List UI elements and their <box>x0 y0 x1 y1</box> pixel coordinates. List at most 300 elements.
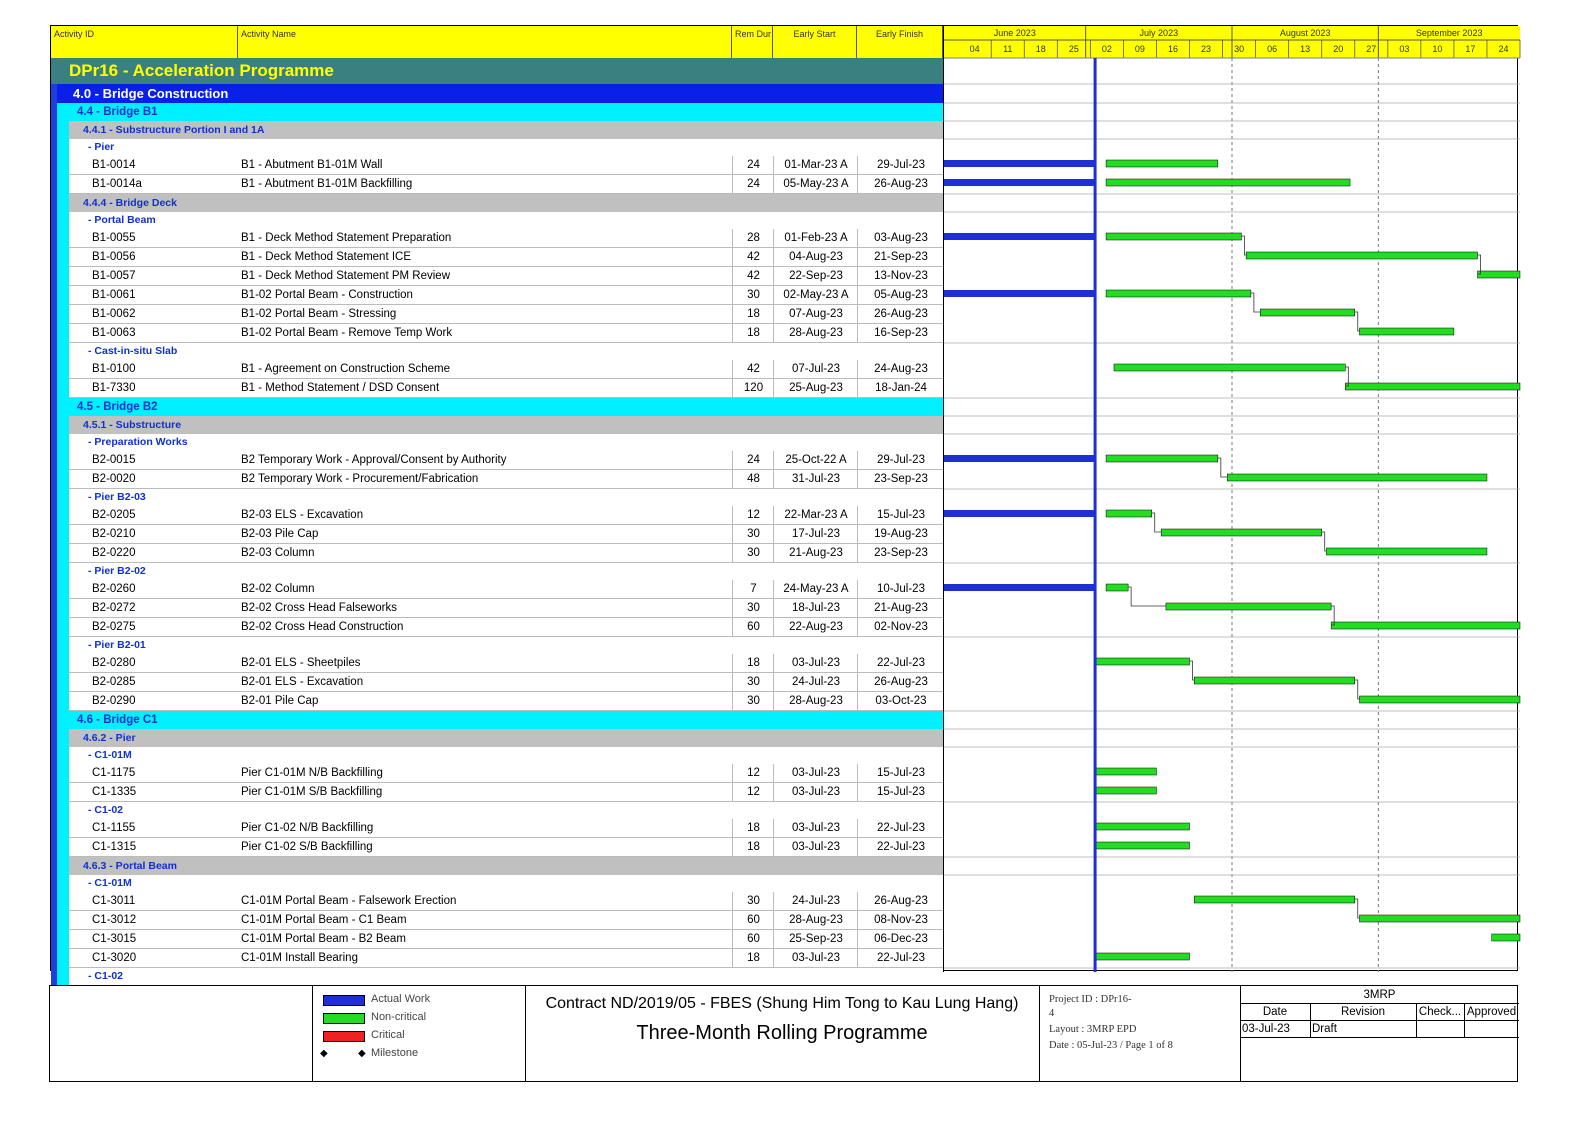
wbs-band-sub <box>57 248 69 267</box>
early-finish: 26-Aug-23 <box>857 892 944 911</box>
header-rem-dur-label: Rem Dur <box>735 29 772 39</box>
activity-name: Pier C1-01M N/B Backfilling <box>241 767 383 779</box>
remaining-duration: 30 <box>732 544 774 563</box>
wbs-band-sub <box>57 968 69 985</box>
early-finish: 22-Jul-23 <box>857 949 944 968</box>
activity-name: B1 - Deck Method Statement PM Review <box>241 270 450 282</box>
non-critical-bar <box>1106 179 1350 186</box>
legend-milestone-diamond-icon: ◆ <box>320 1048 328 1059</box>
table-row[interactable] <box>51 618 943 637</box>
early-finish: 22-Jul-23 <box>857 654 944 673</box>
activity-id: B2-0020 <box>92 473 136 485</box>
early-start: 03-Jul-23 <box>773 838 858 857</box>
wbs-row-wbs4[interactable] <box>51 968 943 985</box>
wbs-band-sub <box>57 324 69 343</box>
non-critical-bar <box>1106 233 1241 240</box>
activity-id: C1-3020 <box>92 952 137 964</box>
activity-id: B2-0290 <box>92 695 136 707</box>
wbs-label: - Portal Beam <box>88 214 156 226</box>
wbs-label: - Preparation Works <box>88 436 188 448</box>
remaining-duration: 60 <box>732 930 774 949</box>
wbs-band-sub <box>57 692 69 711</box>
wbs-band <box>51 398 57 416</box>
non-critical-bar <box>1106 290 1251 297</box>
non-critical-bar <box>1359 328 1453 335</box>
activity-id: B1-0063 <box>92 327 136 339</box>
non-critical-bar <box>1114 364 1345 371</box>
revision-revision-value: Draft <box>1312 1023 1337 1035</box>
early-finish: 24-Aug-23 <box>857 360 944 379</box>
activity-id: C1-3011 <box>92 895 136 907</box>
wbs-band-sub <box>57 838 69 857</box>
timescale-week-tick: 23 <box>1201 44 1212 54</box>
wbs-row-wbs3[interactable] <box>51 194 943 212</box>
activity-name: Pier C1-02 S/B Backfilling <box>241 841 373 853</box>
wbs-band-sub <box>57 783 69 802</box>
table-row[interactable] <box>51 673 943 692</box>
wbs-band-sub <box>57 121 69 139</box>
table-row[interactable] <box>51 911 943 930</box>
wbs-label: 4.5 - Bridge B2 <box>77 401 158 413</box>
activity-id: B1-0055 <box>92 232 136 244</box>
early-finish: 02-Nov-23 <box>857 618 944 637</box>
gantt-chart <box>943 26 1519 972</box>
activity-id: C1-3015 <box>92 933 137 945</box>
activity-id: B2-0210 <box>92 528 136 540</box>
early-start: 01-Mar-23 A <box>773 156 858 175</box>
early-start: 03-Jul-23 <box>773 764 858 783</box>
wbs-row-wbs3[interactable] <box>51 857 943 875</box>
remaining-duration: 7 <box>732 580 774 599</box>
early-finish: 23-Sep-23 <box>857 544 944 563</box>
remaining-duration: 42 <box>732 360 774 379</box>
early-start: 24-May-23 A <box>773 580 858 599</box>
activity-name: B2-03 Column <box>241 547 315 559</box>
timescale-week-tick: 11 <box>1003 44 1013 54</box>
relationship-line <box>1251 293 1260 312</box>
remaining-duration: 18 <box>732 949 774 968</box>
early-start: 24-Jul-23 <box>773 673 858 692</box>
activity-id: C1-1175 <box>92 767 136 779</box>
early-finish: 19-Aug-23 <box>857 525 944 544</box>
table-row[interactable] <box>51 819 943 838</box>
early-start: 05-May-23 A <box>773 175 858 194</box>
timescale-month: July 2023 <box>1139 28 1179 38</box>
relationship-line <box>1128 587 1166 606</box>
wbs-band-sub <box>57 563 69 580</box>
timescale-week-tick: 18 <box>1035 44 1046 54</box>
table-row[interactable] <box>51 580 943 599</box>
activity-id: B1-0100 <box>92 363 136 375</box>
table-row[interactable] <box>51 692 943 711</box>
relationship-line <box>1190 661 1195 680</box>
early-finish: 15-Jul-23 <box>857 506 944 525</box>
non-critical-bar <box>1095 768 1156 775</box>
wbs-row-wbs4[interactable] <box>51 212 943 229</box>
remaining-duration: 48 <box>732 470 774 489</box>
non-critical-bar <box>1359 696 1520 703</box>
header-early-start[interactable] <box>773 26 857 58</box>
legend-critical-label: Critical <box>371 1029 405 1041</box>
non-critical-bar <box>1106 160 1218 167</box>
early-start: 31-Jul-23 <box>773 470 858 489</box>
non-critical-bar <box>1227 474 1487 481</box>
remaining-duration: 42 <box>732 248 774 267</box>
activity-id: B1-0056 <box>92 251 136 263</box>
wbs-row-wbs2[interactable] <box>51 103 943 121</box>
early-finish: 05-Aug-23 <box>857 286 944 305</box>
activity-id: B1-0014a <box>92 178 142 190</box>
early-finish: 26-Aug-23 <box>857 673 944 692</box>
table-row[interactable] <box>51 949 943 968</box>
header-activity-name-label: Activity Name <box>241 29 297 39</box>
wbs-label: 4.4.4 - Bridge Deck <box>83 197 177 209</box>
wbs-label: DPr16 - Acceleration Programme <box>69 61 334 80</box>
relationship-line <box>1355 680 1360 699</box>
wbs-row-wbs4[interactable] <box>51 139 943 156</box>
header-activity-id[interactable] <box>51 26 238 58</box>
timescale-week-tick: 27 <box>1366 44 1377 54</box>
timescale-month: September 2023 <box>1415 28 1483 38</box>
early-finish: 29-Jul-23 <box>857 156 944 175</box>
wbs-label: 4.5.1 - Substructure <box>83 419 182 431</box>
wbs-band-sub <box>57 580 69 599</box>
table-row[interactable] <box>51 764 943 783</box>
wbs-band-sub <box>57 305 69 324</box>
non-critical-bar <box>1106 510 1152 517</box>
table-row[interactable] <box>51 248 943 267</box>
wbs-row-wbs4[interactable] <box>51 489 943 506</box>
wbs-band-sub <box>57 764 69 783</box>
wbs-band-sub <box>57 599 69 618</box>
remaining-duration: 18 <box>732 305 774 324</box>
wbs-label: - C1-01M <box>88 749 132 761</box>
remaining-duration: 12 <box>732 764 774 783</box>
remaining-duration: 24 <box>732 156 774 175</box>
timescale-week-tick: 10 <box>1432 44 1443 54</box>
remaining-duration: 30 <box>732 673 774 692</box>
wbs-label: - Pier B2-01 <box>88 639 146 651</box>
timescale-week-tick: 16 <box>1167 44 1178 54</box>
remaining-duration: 30 <box>732 525 774 544</box>
remaining-duration: 12 <box>732 506 774 525</box>
wbs-band-sub <box>57 286 69 305</box>
wbs-label: - C1-01M <box>88 877 132 889</box>
non-critical-bar <box>1345 383 1520 390</box>
activity-table <box>51 58 943 982</box>
activity-name: C1-01M Portal Beam - C1 Beam <box>241 914 407 926</box>
wbs-row-wbs4[interactable] <box>51 802 943 819</box>
wbs-label: - Pier B2-02 <box>88 565 146 577</box>
wbs-band-sub <box>57 506 69 525</box>
revision-revision-header: Revision <box>1340 1006 1386 1018</box>
table-row[interactable] <box>51 930 943 949</box>
wbs-band-sub <box>57 379 69 398</box>
remaining-duration: 42 <box>732 267 774 286</box>
revision-table <box>1240 986 1519 1038</box>
timescale-week-tick: 24 <box>1498 44 1509 54</box>
non-critical-bar <box>1492 934 1520 941</box>
activity-name: B2-03 ELS - Excavation <box>241 509 364 521</box>
early-start: 22-Aug-23 <box>773 618 858 637</box>
activity-name: B1 - Deck Method Statement ICE <box>241 251 412 263</box>
table-row[interactable] <box>51 305 943 324</box>
table-row[interactable] <box>51 267 943 286</box>
header-early-finish[interactable] <box>857 26 943 58</box>
non-critical-bar <box>1095 842 1189 849</box>
activity-id: B1-7330 <box>92 382 136 394</box>
early-start: 25-Sep-23 <box>773 930 858 949</box>
early-start: 22-Sep-23 <box>773 267 858 286</box>
activity-name: B1 - Abutment B1-01M Wall <box>241 159 383 171</box>
wbs-band <box>51 103 57 121</box>
wbs-row-wbs2[interactable] <box>51 711 943 729</box>
wbs-label: - C1-02 <box>88 970 124 982</box>
activity-id: B2-0205 <box>92 509 136 521</box>
early-finish: 29-Jul-23 <box>857 451 944 470</box>
wbs-row-wbs1[interactable] <box>51 84 943 103</box>
wbs-label: 4.0 - Bridge Construction <box>73 86 229 101</box>
early-start: 03-Jul-23 <box>773 819 858 838</box>
activity-name: Pier C1-02 N/B Backfilling <box>241 822 374 834</box>
activity-id: B1-0062 <box>92 308 136 320</box>
activity-name: B2-02 Column <box>241 583 315 595</box>
early-finish: 23-Sep-23 <box>857 470 944 489</box>
actual-bar <box>944 510 1095 517</box>
table-row[interactable] <box>51 175 943 194</box>
non-critical-bar <box>1194 896 1355 903</box>
wbs-band-sub <box>57 139 69 156</box>
non-critical-bar <box>1260 309 1354 316</box>
timescale-week-tick: 20 <box>1333 44 1344 54</box>
wbs-label: - C1-02 <box>88 804 124 816</box>
wbs-band-sub <box>57 212 69 229</box>
wbs-band-sub <box>57 618 69 637</box>
wbs-row-wbs4[interactable] <box>51 434 943 451</box>
wbs-band-sub <box>57 802 69 819</box>
activity-id: C1-1155 <box>92 822 136 834</box>
header-activity-id-label: Activity ID <box>54 29 95 39</box>
remaining-duration: 18 <box>732 819 774 838</box>
early-finish: 06-Dec-23 <box>857 930 944 949</box>
early-start: 25-Aug-23 <box>773 379 858 398</box>
wbs-label: 4.6.3 - Portal Beam <box>83 860 177 872</box>
timescale-week-tick: 25 <box>1068 44 1079 54</box>
early-start: 07-Jul-23 <box>773 360 858 379</box>
wbs-label: 4.6 - Bridge C1 <box>77 714 158 726</box>
remaining-duration: 18 <box>732 654 774 673</box>
activity-name: B2-03 Pile Cap <box>241 528 319 540</box>
remaining-duration: 30 <box>732 599 774 618</box>
wbs-band-sub <box>57 875 69 892</box>
wbs-row-project[interactable] <box>51 58 943 84</box>
early-finish: 26-Aug-23 <box>857 305 944 324</box>
revision-checked-header: Check... <box>1418 1006 1462 1018</box>
table-row[interactable] <box>51 506 943 525</box>
activity-id: B1-0057 <box>92 270 136 282</box>
footer-contract: Contract ND/2019/05 - FBES (Shung Him Tong to Kau Lung Hang) <box>545 995 1019 1012</box>
activity-id: B1-0061 <box>92 289 136 301</box>
early-finish: 21-Aug-23 <box>857 599 944 618</box>
activity-id: B1-0014 <box>92 159 136 171</box>
legend-non-critical-label: Non-critical <box>371 1011 427 1023</box>
table-row[interactable] <box>51 156 943 175</box>
early-start: 17-Jul-23 <box>773 525 858 544</box>
table-row[interactable] <box>51 783 943 802</box>
table-row[interactable] <box>51 654 943 673</box>
wbs-row-wbs4[interactable] <box>51 563 943 580</box>
early-start: 21-Aug-23 <box>773 544 858 563</box>
revision-approved-header: Approved <box>1466 1006 1517 1018</box>
relationship-line <box>1322 532 1327 551</box>
legend-actual-swatch <box>323 995 365 1006</box>
early-start: 03-Jul-23 <box>773 949 858 968</box>
wbs-row-wbs3[interactable] <box>51 729 943 747</box>
wbs-row-wbs4[interactable] <box>51 637 943 654</box>
wbs-band-sub <box>57 229 69 248</box>
wbs-label: 4.6.2 - Pier <box>83 732 136 744</box>
activity-id: B2-0220 <box>92 547 136 559</box>
early-finish: 13-Nov-23 <box>857 267 944 286</box>
wbs-row-wbs4[interactable] <box>51 747 943 764</box>
early-finish: 21-Sep-23 <box>857 248 944 267</box>
table-row[interactable] <box>51 525 943 544</box>
early-start: 01-Feb-23 A <box>773 229 858 248</box>
activity-name: C1-01M Portal Beam - B2 Beam <box>241 933 406 945</box>
timescale-week-tick: 13 <box>1300 44 1311 54</box>
remaining-duration: 30 <box>732 892 774 911</box>
early-finish: 22-Jul-23 <box>857 819 944 838</box>
wbs-band-sub <box>57 489 69 506</box>
early-finish: 18-Jan-24 <box>857 379 944 398</box>
wbs-band-sub <box>57 470 69 489</box>
remaining-duration: 12 <box>732 783 774 802</box>
activity-name: B2 Temporary Work - Procurement/Fabrication <box>241 473 479 485</box>
table-row[interactable] <box>51 838 943 857</box>
non-critical-bar <box>1478 271 1520 278</box>
remaining-duration: 28 <box>732 229 774 248</box>
early-finish: 22-Jul-23 <box>857 838 944 857</box>
table-row[interactable] <box>51 892 943 911</box>
actual-bar <box>944 290 1095 297</box>
revision-date-header: Date <box>1262 1006 1288 1018</box>
early-finish: 15-Jul-23 <box>857 783 944 802</box>
timescale-week-tick: 30 <box>1234 44 1245 54</box>
remaining-duration: 60 <box>732 911 774 930</box>
wbs-band-sub <box>57 911 69 930</box>
timescale-month: August 2023 <box>1279 28 1331 38</box>
activity-name: B2-01 ELS - Excavation <box>241 676 364 688</box>
relationship-line <box>1355 899 1360 918</box>
wbs-band-sub <box>57 525 69 544</box>
remaining-duration: 24 <box>732 175 774 194</box>
early-start: 25-Oct-22 A <box>773 451 858 470</box>
early-start: 04-Aug-23 <box>773 248 858 267</box>
table-row[interactable] <box>51 470 943 489</box>
activity-name: B2-01 Pile Cap <box>241 695 319 707</box>
wbs-band-sub <box>57 654 69 673</box>
wbs-row-wbs3[interactable] <box>51 416 943 434</box>
wbs-band-sub <box>57 747 69 764</box>
non-critical-bar <box>1326 548 1487 555</box>
early-finish: 08-Nov-23 <box>857 911 944 930</box>
wbs-row-wbs4[interactable] <box>51 343 943 360</box>
early-finish: 16-Sep-23 <box>857 324 944 343</box>
header-activity-name[interactable] <box>238 26 732 58</box>
actual-bar <box>944 160 1095 167</box>
non-critical-bar <box>1359 915 1520 922</box>
wbs-row-wbs4[interactable] <box>51 875 943 892</box>
activity-name: B1-02 Portal Beam - Remove Temp Work <box>241 327 453 339</box>
non-critical-bar <box>1166 603 1331 610</box>
early-finish: 10-Jul-23 <box>857 580 944 599</box>
wbs-band-sub <box>57 729 69 747</box>
legend-critical-swatch <box>323 1031 365 1042</box>
wbs-band <box>51 84 57 103</box>
table-row[interactable] <box>51 286 943 305</box>
early-start: 03-Jul-23 <box>773 654 858 673</box>
non-critical-bar <box>1246 252 1477 259</box>
wbs-label: - Cast-in-situ Slab <box>88 345 178 357</box>
footer-date-page: Date : 05-Jul-23 / Page 1 of 8 <box>1049 1040 1173 1051</box>
wbs-label: 4.4 - Bridge B1 <box>77 106 158 118</box>
header-rem-dur[interactable] <box>732 26 773 58</box>
wbs-row-wbs2[interactable] <box>51 398 943 416</box>
early-finish: 26-Aug-23 <box>857 175 944 194</box>
footer-layout: Layout : 3MRP EPD <box>1049 1024 1137 1035</box>
non-critical-bar <box>1095 658 1189 665</box>
activity-name: B1-02 Portal Beam - Construction <box>241 289 413 301</box>
early-start: 22-Mar-23 A <box>773 506 858 525</box>
non-critical-bar <box>1095 787 1156 794</box>
legend-milestone-label: Milestone <box>371 1047 419 1059</box>
relationship-line <box>1241 236 1246 255</box>
activity-name: Pier C1-01M S/B Backfilling <box>241 786 383 798</box>
gantt-svg <box>944 26 1520 972</box>
activity-name: B1 - Method Statement / DSD Consent <box>241 382 440 394</box>
table-row[interactable] <box>51 379 943 398</box>
non-critical-bar <box>1161 529 1322 536</box>
footer-project-id: Project ID : DPr16- <box>1049 994 1132 1005</box>
wbs-band-sub <box>57 434 69 451</box>
remaining-duration: 120 <box>732 379 774 398</box>
timescale-week-tick: 02 <box>1101 44 1112 54</box>
footer-title: Three-Month Rolling Programme <box>636 1022 928 1044</box>
schedule-frame <box>50 25 1518 982</box>
legend-milestone-diamond-icon-2: ◆ <box>358 1048 366 1059</box>
table-row[interactable] <box>51 544 943 563</box>
early-start: 18-Jul-23 <box>773 599 858 618</box>
remaining-duration: 18 <box>732 838 774 857</box>
table-row[interactable] <box>51 229 943 248</box>
activity-name: C1-01M Portal Beam - Falsework Erection <box>241 895 457 907</box>
wbs-band-sub <box>57 819 69 838</box>
activity-name: C1-01M Install Bearing <box>241 952 358 964</box>
wbs-row-wbs3[interactable] <box>51 121 943 139</box>
wbs-band <box>51 711 57 729</box>
wbs-label: - Pier B2-03 <box>88 491 146 503</box>
table-row[interactable] <box>51 360 943 379</box>
footer-project-id-2: 4 <box>1049 1008 1055 1019</box>
activity-name: B2-02 Cross Head Construction <box>241 621 404 633</box>
relationship-line <box>1152 513 1161 532</box>
timescale-week-tick: 03 <box>1399 44 1410 54</box>
table-row[interactable] <box>51 451 943 470</box>
non-critical-bar <box>1331 622 1520 629</box>
table-row[interactable] <box>51 324 943 343</box>
timescale-month: June 2023 <box>993 28 1036 38</box>
table-row[interactable] <box>51 599 943 618</box>
